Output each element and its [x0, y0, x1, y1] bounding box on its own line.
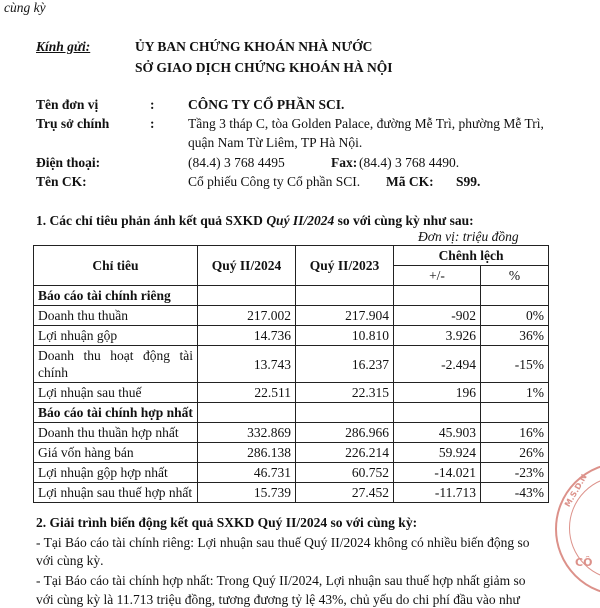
table-row: [34, 326, 549, 346]
row-label-word: hoạt: [110, 348, 134, 363]
colon: :: [150, 116, 155, 131]
results-table: [33, 245, 549, 503]
table-row: [34, 423, 549, 443]
company-fax-label: Fax:: [331, 155, 358, 170]
company-ticker-value: Cổ phiếu Công ty Cổ phần SCI.: [188, 174, 361, 189]
table-row: [34, 463, 549, 483]
recipient-label: Kính gửi:: [36, 39, 91, 54]
cell-diff-abs: 3.926: [394, 326, 481, 346]
company-code-value: S99.: [456, 174, 481, 189]
cell-q2-2023: 217.904: [296, 306, 394, 326]
header-difference: Chênh lệch: [394, 246, 549, 266]
cell-diff-pct: -15%: [481, 346, 549, 383]
row-label-line-2: chính: [38, 365, 68, 380]
cell-q2-2024: 13.743: [198, 346, 296, 383]
section-1-heading-suffix: so với cùng kỳ như sau:: [334, 213, 474, 228]
cell-q2-2024: 22.511: [198, 383, 296, 403]
stamp-text-1: M.S.D.N: [563, 472, 589, 509]
row-label: [34, 346, 198, 383]
recipient-line-1: ỦY BAN CHỨNG KHOÁN NHÀ NƯỚC: [135, 39, 373, 54]
header-diff-abs: +/-: [394, 266, 481, 286]
row-label-word: Doanh: [38, 348, 74, 363]
cell-q2-2024: 46.731: [198, 463, 296, 483]
header-diff-pct: %: [481, 266, 549, 286]
section-2-p2-line-1: - Tại Báo cáo tài chính hợp nhất: Trong Quý II/2024, Lợi nhuận sau thuế hợp nhất giảm so: [36, 573, 526, 588]
cell-diff-abs: 196: [394, 383, 481, 403]
row-label-word: tài: [179, 348, 193, 363]
cell-q2-2023: 16.237: [296, 346, 394, 383]
cell-q2-2023: 22.315: [296, 383, 394, 403]
cell-q2-2024: 332.869: [198, 423, 296, 443]
cell-diff-pct: -23%: [481, 463, 549, 483]
company-phone-value: (84.4) 3 768 4495: [188, 155, 285, 170]
recipient-line-2: SỞ GIAO DỊCH CHỨNG KHOÁN HÀ NỘI: [135, 60, 393, 75]
cell-q2-2023: 60.752: [296, 463, 394, 483]
cell-q2-2024: 286.138: [198, 443, 296, 463]
company-ticker-label: Tên CK:: [36, 174, 87, 189]
cell-diff-abs: -2.494: [394, 346, 481, 383]
row-label: Doanh thu thuần hợp nhất: [34, 423, 198, 443]
section-1-heading: [36, 213, 474, 229]
section-1-heading-period: Quý II/2024: [266, 213, 335, 228]
cell-diff-abs: 45.903: [394, 423, 481, 443]
section-2-heading: 2. Giải trình biến động kết quả SXKD Quý II/2024 so với cùng kỳ:: [36, 515, 418, 530]
row-label: Lợi nhuận sau thuế hợp nhất: [34, 483, 198, 503]
stamp-text-2: CÔ: [575, 556, 593, 569]
company-name-label: Tên đơn vị: [36, 97, 99, 112]
consolidated-title: Báo cáo tài chính hợp nhất: [34, 403, 198, 423]
row-label: Lợi nhuận gộp: [34, 326, 198, 346]
cell-diff-pct: 36%: [481, 326, 549, 346]
cell-q2-2023: 226.214: [296, 443, 394, 463]
section-2-p2-line-2: với cùng kỳ là 11.713 triệu đồng, tương đương tỷ lệ 43%, chủ yếu do chi phí đầu vào như: [36, 592, 520, 607]
company-name-value: CÔNG TY CỔ PHẦN SCI.: [188, 97, 345, 112]
table-row: [34, 346, 549, 383]
table-header-row: [34, 246, 549, 266]
company-hq-line-1: Tầng 3 tháp C, tòa Golden Palace, đường Mễ Trì, phường Mễ Trì,: [188, 116, 544, 131]
row-label-line-1: [38, 347, 193, 364]
row-label-word: thu: [83, 348, 101, 363]
row-label: Doanh thu thuần: [34, 306, 198, 326]
cell-diff-abs: 59.924: [394, 443, 481, 463]
cell-diff-pct: 16%: [481, 423, 549, 443]
cell-q2-2024: 14.736: [198, 326, 296, 346]
row-label: Giá vốn hàng bán: [34, 443, 198, 463]
section-1-heading-prefix: 1. Các chỉ tiêu phản ánh kết quả SXKD: [36, 213, 267, 228]
table-row: [34, 383, 549, 403]
cell-q2-2023: 286.966: [296, 423, 394, 443]
row-label-word: động: [142, 348, 170, 363]
company-code-label: Mã CK:: [386, 174, 434, 189]
cell-diff-pct: 1%: [481, 383, 549, 403]
table-row: [34, 306, 549, 326]
cell-diff-pct: -43%: [481, 483, 549, 503]
section-2-p1-line-1: - Tại Báo cáo tài chính riêng: Lợi nhuận sau thuế Quý II/2024 không có nhiều biến động so: [36, 535, 530, 550]
cell-diff-abs: -11.713: [394, 483, 481, 503]
top-fragment: cùng kỳ: [4, 0, 46, 15]
header-q2-2023: Quý II/2023: [296, 246, 394, 286]
separate-title: Báo cáo tài chính riêng: [34, 286, 198, 306]
company-hq-label: Trụ sở chính: [36, 116, 110, 131]
cell-q2-2024: 217.002: [198, 306, 296, 326]
cell-q2-2023: 10.810: [296, 326, 394, 346]
company-hq-line-2: quận Nam Từ Liêm, TP Hà Nội.: [188, 135, 363, 150]
row-label: Lợi nhuận gộp hợp nhất: [34, 463, 198, 483]
row-label: Lợi nhuận sau thuế: [34, 383, 198, 403]
header-indicator: Chỉ tiêu: [34, 246, 198, 286]
section-2-p1-line-2: với cùng kỳ.: [36, 553, 104, 568]
cell-diff-pct: 26%: [481, 443, 549, 463]
company-stamp: [555, 462, 600, 596]
cell-q2-2024: 15.739: [198, 483, 296, 503]
header-q2-2024: Quý II/2024: [198, 246, 296, 286]
section-row-separate: [34, 286, 549, 306]
company-fax-value: (84.4) 3 768 4490.: [359, 155, 460, 170]
cell-q2-2023: 27.452: [296, 483, 394, 503]
unit-label: Đơn vị: triệu đồng: [418, 229, 519, 244]
cell-diff-abs: -902: [394, 306, 481, 326]
section-row-consolidated: [34, 403, 549, 423]
table-row: [34, 443, 549, 463]
cell-diff-abs: -14.021: [394, 463, 481, 483]
company-phone-label: Điện thoại:: [36, 155, 101, 170]
cell-diff-pct: 0%: [481, 306, 549, 326]
table-row: [34, 483, 549, 503]
colon: :: [150, 97, 155, 112]
